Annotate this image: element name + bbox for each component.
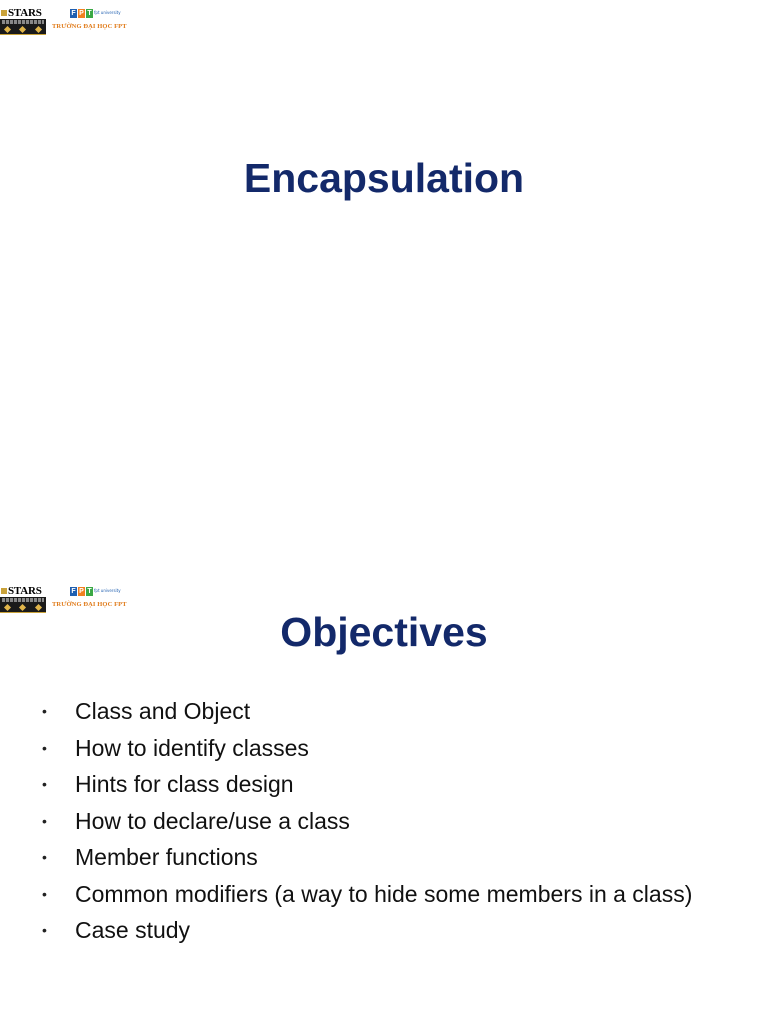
list-item — [42, 879, 722, 910]
bullet-icon: • — [42, 739, 47, 756]
star-icon — [4, 26, 11, 33]
fpt-tagline: fpt university — [94, 588, 121, 593]
fpt-letter-f: F — [71, 10, 76, 17]
objectives-list — [42, 696, 722, 952]
fpt-letter-t: T — [87, 10, 92, 17]
slide-title: Encapsulation — [243, 155, 525, 201]
fpt-letter-p: P — [79, 10, 84, 17]
bullet-icon: • — [42, 812, 47, 829]
star-icon — [35, 26, 42, 33]
fpt-letter-f: F — [71, 588, 76, 595]
slide-objectives — [0, 578, 768, 1024]
list-item — [42, 915, 722, 946]
stars-logo-text: STARS — [8, 585, 42, 597]
list-item-text: How to declare/use a class — [75, 807, 350, 834]
list-item — [42, 806, 722, 837]
list-item-text: Member functions — [75, 844, 258, 870]
fpt-tagline: fpt university — [94, 10, 121, 15]
list-item-text: Case study — [75, 917, 191, 943]
list-item-text: Hints for class design — [75, 771, 294, 797]
bullet-icon: • — [42, 703, 47, 719]
header-logos — [0, 7, 140, 35]
stars-square-icon — [1, 10, 7, 16]
fpt-university-name: TRƯỜNG ĐẠI HỌC FPT — [52, 601, 127, 608]
stars-badge-logo — [0, 7, 46, 35]
fpt-university-name: TRƯỜNG ĐẠI HỌC FPT — [52, 23, 127, 30]
bullet-icon: • — [42, 776, 47, 792]
list-item-text: Class and Object — [75, 698, 251, 724]
list-item — [42, 769, 722, 800]
stars-subtitle-strip — [2, 598, 44, 602]
stars-rating-icons — [0, 25, 46, 34]
list-item-text: How to identify classes — [75, 734, 309, 761]
bullet-icon: • — [42, 885, 47, 902]
list-item — [42, 733, 722, 764]
stars-square-icon — [1, 588, 7, 594]
fpt-letter-p: P — [79, 588, 84, 595]
stars-logo-text: STARS — [8, 7, 42, 19]
bullet-icon: • — [42, 849, 47, 865]
fpt-letter-t: T — [87, 588, 92, 595]
stars-subtitle-strip — [2, 20, 44, 24]
bullet-icon: • — [42, 922, 47, 938]
star-icon — [19, 26, 26, 33]
list-item — [42, 842, 722, 873]
fpt-mark-icon — [70, 9, 93, 18]
fpt-university-logo — [52, 9, 138, 33]
slide-title: Objectives — [280, 609, 488, 655]
list-item-text: Common modifiers (a way to hide some members in a class) — [75, 880, 693, 907]
fpt-mark-icon — [70, 587, 93, 596]
list-item — [42, 696, 722, 727]
